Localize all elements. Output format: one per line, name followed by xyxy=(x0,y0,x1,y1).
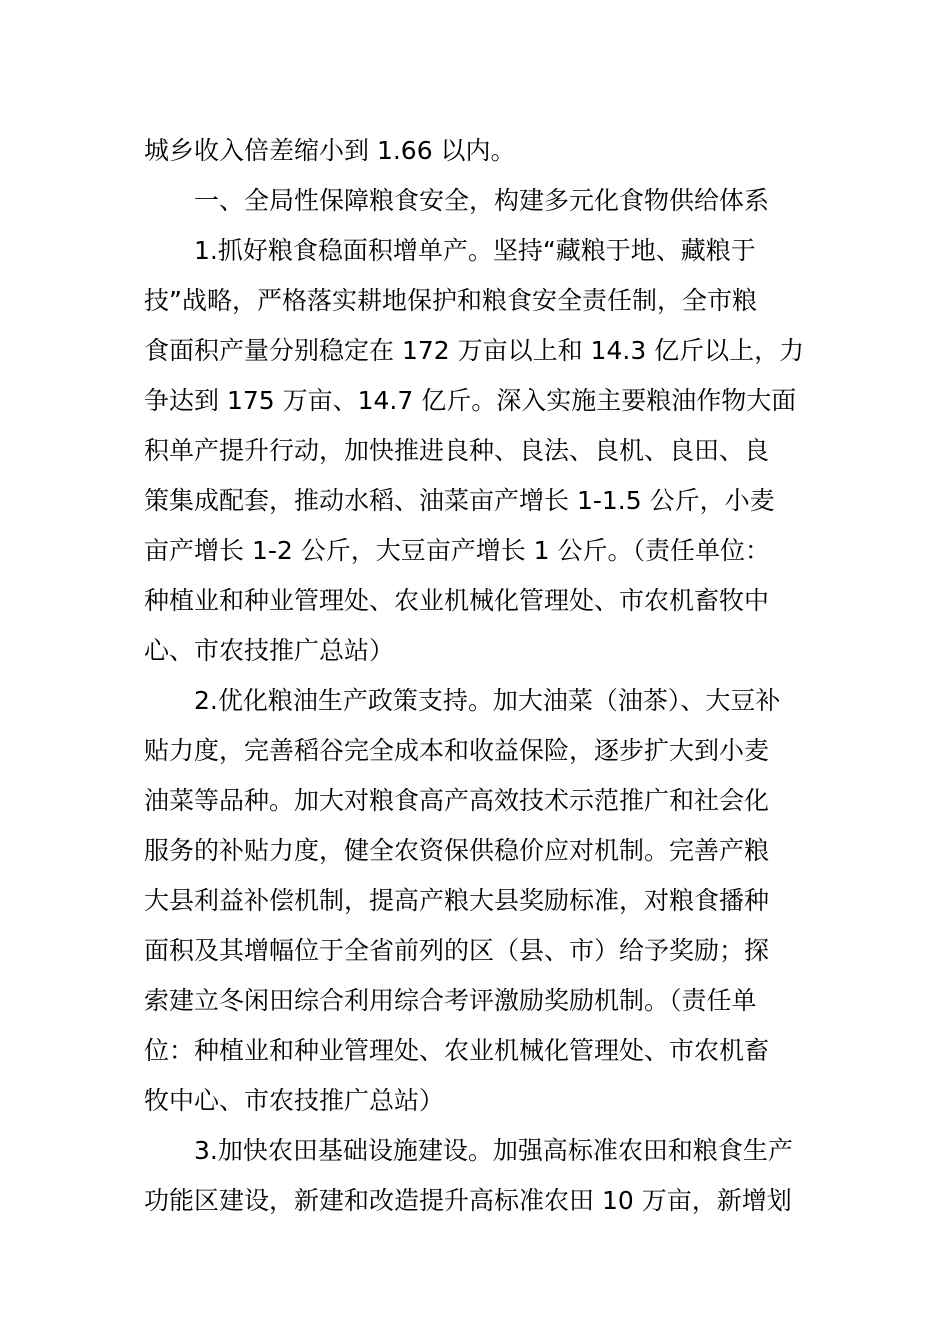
text-line: 心、市农技推广总站） xyxy=(144,636,395,665)
text-line: 3.加快农田基础设施建设。加强高标准农田和粮食生产 xyxy=(194,1136,793,1165)
text-line: 亩产增长 1-2 公斤，大豆亩产增长 1 公斤。（责任单位： xyxy=(144,536,771,565)
text-line: 食面积产量分别稳定在 172 万亩以上和 14.3 亿斤以上，力 xyxy=(144,336,805,365)
text-line: 策集成配套，推动水稻、油菜亩产增长 1-1.5 公斤，小麦 xyxy=(144,486,775,515)
text-line: 功能区建设，新建和改造提升高标准农田 10 万亩，新增划 xyxy=(144,1186,792,1215)
text-line: 位：种植业和种业管理处、农业机械化管理处、市农机畜 xyxy=(144,1036,770,1065)
text-line: 贴力度，完善稻谷完全成本和收益保险，逐步扩大到小麦 xyxy=(144,736,770,765)
text-line: 2.优化粮油生产政策支持。加大油菜（油茶）、大豆补 xyxy=(194,686,781,715)
text-line: 索建立冬闲田综合利用综合考评激励奖励机制。（责任单 xyxy=(144,986,757,1015)
text-line: 油菜等品种。加大对粮食高产高效技术示范推广和社会化 xyxy=(144,786,770,815)
text-line: 大县利益补偿机制，提高产粮大县奖励标准，对粮食播种 xyxy=(144,886,770,915)
text-line: 服务的补贴力度，健全农资保供稳价应对机制。完善产粮 xyxy=(144,836,770,865)
text-line: 技”战略，严格落实耕地保护和粮食安全责任制，全市粮 xyxy=(144,286,757,315)
section-heading: 一、全局性保障粮食安全，构建多元化食物供给体系 xyxy=(194,186,770,215)
text-line: 积单产提升行动，加快推进良种、良法、良机、良田、良 xyxy=(144,436,770,465)
text-line: 牧中心、市农技推广总站） xyxy=(144,1086,445,1115)
text-line: 争达到 175 万亩、14.7 亿斤。深入实施主要粮油作物大面 xyxy=(144,386,797,415)
text-line: 1.抓好粮食稳面积增单产。坚持“藏粮于地、藏粮于 xyxy=(194,236,756,265)
text-line: 种植业和种业管理处、农业机械化管理处、市农机畜牧中 xyxy=(144,586,770,615)
text-line: 面积及其增幅位于全省前列的区（县、市）给予奖励；探 xyxy=(144,936,770,965)
text-line: 城乡收入倍差缩小到 1.66 以内。 xyxy=(144,136,516,165)
